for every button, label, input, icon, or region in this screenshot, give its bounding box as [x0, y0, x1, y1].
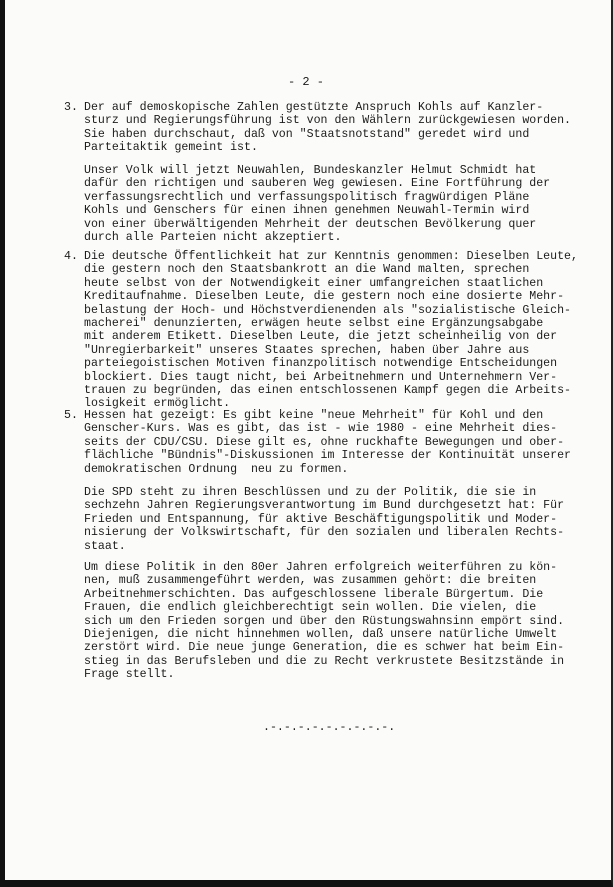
- section-number: 5.: [64, 409, 78, 422]
- text-line: Parteitaktik gemeint ist.: [84, 141, 258, 155]
- separator-line: .-.-.-.-.-.-.-.-.-.: [263, 721, 396, 734]
- text-line: verfassungsrechtlich und verfassungspolitisch fragwürdigen Pläne: [84, 190, 530, 204]
- text-line: macherei" denunzierten, erwägen heute selbst eine Ergänzungsabgabe: [84, 316, 544, 330]
- page-number: - 2 -: [288, 75, 325, 89]
- text-line: Diejenigen, die nicht hinnehmen wollen, daß unsere natürliche Umwelt: [84, 627, 558, 641]
- text-line: losigkeit ermöglicht.: [84, 397, 231, 411]
- text-line: blockiert. Dies taugt nicht, bei Arbeitnehmern und Unternehmern Ver-: [84, 370, 558, 384]
- text-line: Frauen, die endlich gleichberechtigt sein wollen. Die vielen, die: [84, 601, 537, 615]
- text-line: Frage stellt.: [84, 668, 175, 682]
- section-number: 3.: [64, 101, 78, 114]
- text-line: "Unregierbarkeit" unseres Staates sprechen, haben über Jahre aus: [84, 343, 530, 357]
- text-line: Hessen hat gezeigt: Es gibt keine "neue Mehrheit" für Kohl und den: [84, 409, 544, 422]
- text-line: demokratischen Ordnung neu zu formen.: [84, 462, 349, 476]
- text-line: nisierung der Volkswirtschaft, für den sozialen und liberalen Rechts-: [84, 526, 565, 540]
- text-line: die gestern noch den Staatsbankrott an die Wand malten, sprechen: [84, 263, 530, 277]
- text-line: trauen zu begründen, das einen entschlossenen Kampf gegen die Arbeits-: [84, 383, 572, 397]
- text-line: durch alle Parteien nicht akzeptiert.: [84, 230, 342, 244]
- text-line: von einer überwältigenden Mehrheit der deutschen Bevölkerung quer: [84, 217, 537, 231]
- text-line: Um diese Politik in den 80er Jahren erfolgreich weiterführen zu kön-: [84, 561, 558, 574]
- text-line: parteiegoistischen Motiven finanzpolitisch notwendige Entscheidungen: [84, 357, 558, 371]
- text-line: sich um den Frieden sorgen und über den Rüstungswahnsinn empört sind.: [84, 614, 565, 628]
- text-line: belastung der Hoch- und Höchstverdienenden als "sozialistische Gleich-: [84, 303, 572, 317]
- text-line: Die deutsche Öffentlichkeit hat zur Kenntnis genommen: Dieselben Leute,: [84, 250, 578, 263]
- text-line: zerstört wird. Die neue junge Generation, die es schwer hat beim Ein-: [84, 641, 565, 655]
- text-line: Genscher-Kurs. Was es gibt, das ist - wie 1980 - eine Mehrheit dies-: [84, 422, 558, 436]
- text-line: Kohls und Genschers für einen ihnen genehmen Neuwahl-Termin wird: [84, 204, 530, 218]
- section-number: 4.: [64, 250, 78, 263]
- text-line: dafür den richtigen und sauberen Weg gewiesen. Eine Fortführung der: [84, 177, 551, 191]
- text-line: Die SPD steht zu ihren Beschlüssen und zu der Politik, die sie in: [84, 486, 537, 499]
- text-line: stieg in das Berufsleben und die zu Recht verkrustete Besitzstände in: [84, 654, 565, 668]
- text-line: Frieden und Entspannung, für aktive Beschäftigungspolitik und Moder-: [84, 512, 558, 526]
- text-line: Arbeitnehmerschichten. Das aufgeschlossene liberale Bürgertum. Die: [84, 587, 544, 601]
- text-line: seits der CDU/CSU. Diese gilt es, ohne ruckhafte Bewegungen und ober-: [84, 435, 565, 449]
- text-line: staat.: [84, 539, 126, 553]
- text-line: Kreditaufnahme. Dieselben Leute, die gestern noch eine dosierte Mehr-: [84, 290, 565, 304]
- text-line: sturz und Regierungsführung ist von den Wählern zurückgewiesen worden.: [84, 114, 572, 128]
- text-line: Der auf demoskopische Zahlen gestützte Anspruch Kohls auf Kanzler-: [84, 101, 544, 114]
- text-line: nen, muß zusammengeführt werden, was zusammen gehört: die breiten: [84, 574, 537, 588]
- text-line: Unser Volk will jetzt Neuwahlen, Bundeskanzler Helmut Schmidt hat: [84, 164, 537, 177]
- text-line: flächliche "Bündnis"-Diskussionen im Interesse der Kontinuität unserer: [84, 449, 572, 463]
- text-line: mit anderem Etikett. Dieselben Leute, die jetzt scheinheilig von der: [84, 330, 558, 344]
- text-line: Sie haben durchschaut, daß von "Staatsnotstand" geredet wird und: [84, 127, 530, 141]
- text-line: heute selbst von der Notwendigkeit einer umfangreichen staatlichen: [84, 276, 544, 290]
- document-body: [5, 0, 613, 887]
- text-line: sechzehn Jahren Regierungsverantwortung im Bund durchgesetzt hat: Für: [84, 499, 565, 513]
